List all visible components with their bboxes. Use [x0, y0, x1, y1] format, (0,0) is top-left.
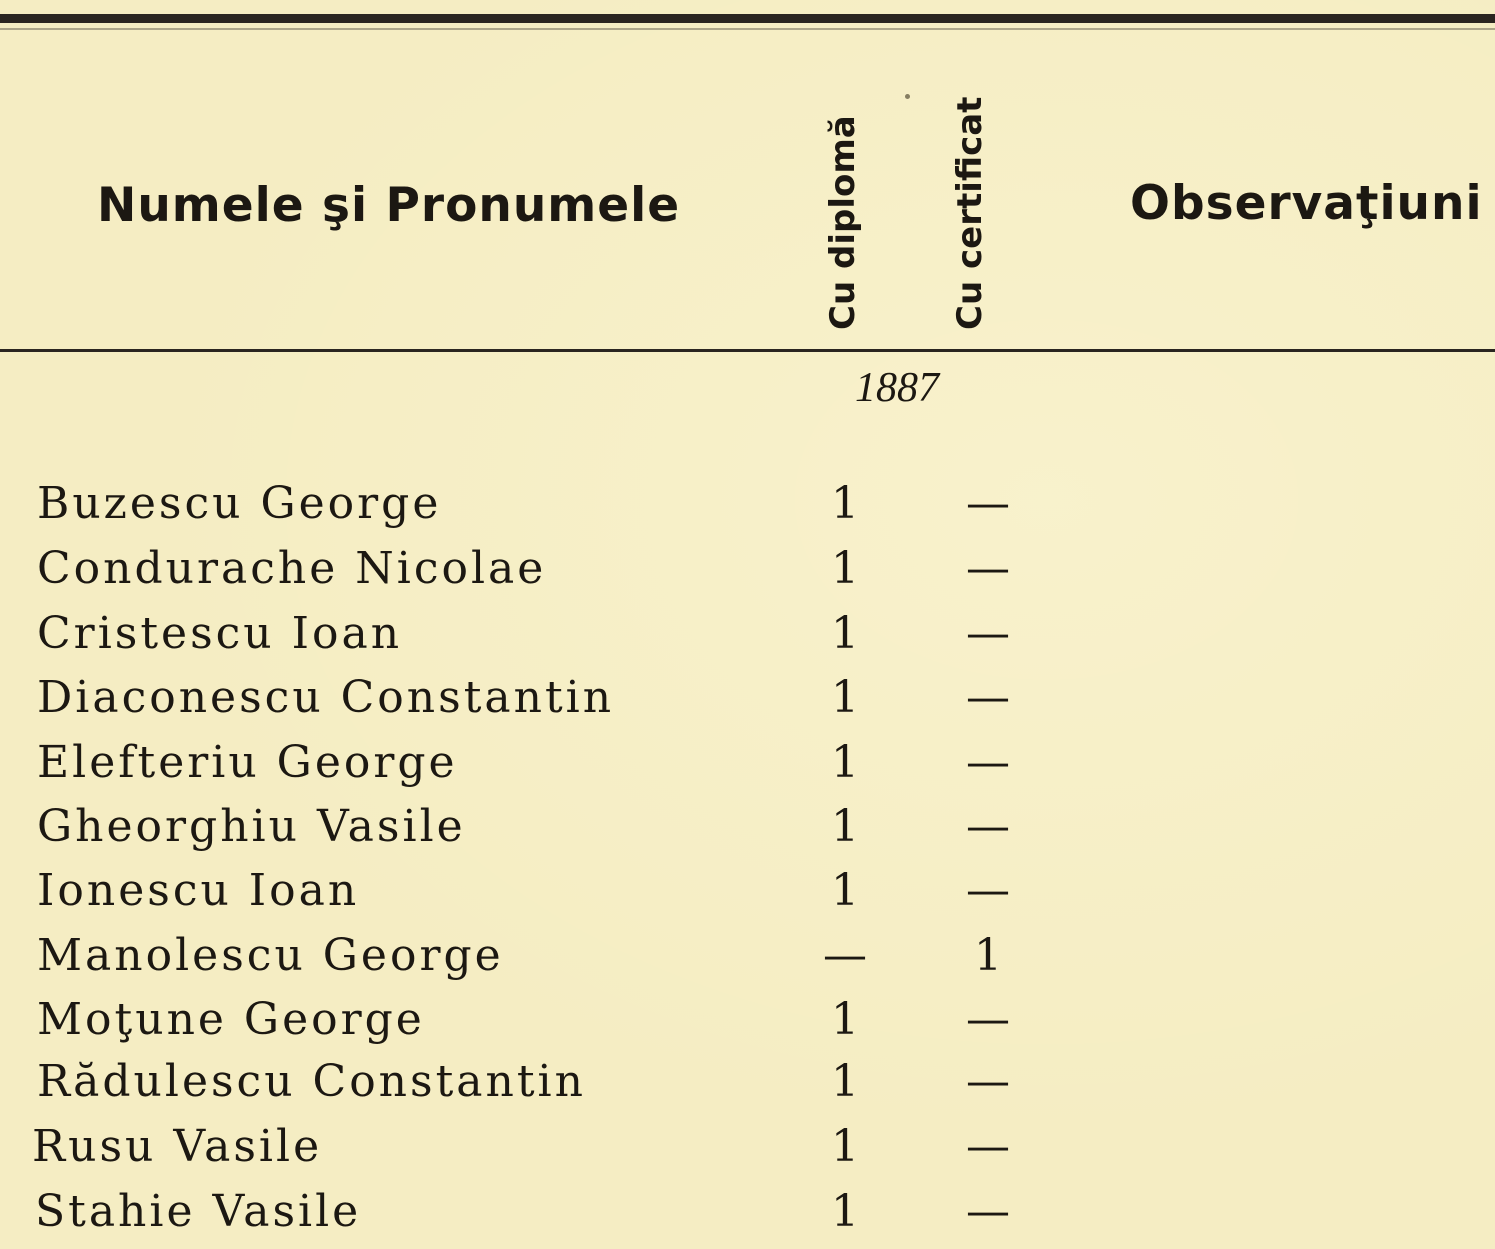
row-certificate: —: [966, 608, 1010, 659]
row-diploma: 1: [831, 865, 859, 916]
row-diploma: 1: [831, 1121, 859, 1172]
row-certificate: —: [966, 1186, 1010, 1237]
table-row: [0, 924, 1495, 988]
row-name: Diaconescu Constantin: [37, 672, 615, 723]
row-certificate: —: [966, 865, 1010, 916]
row-diploma: 1: [831, 1056, 859, 1107]
row-certificate: —: [966, 672, 1010, 723]
row-diploma: 1: [831, 994, 859, 1045]
table-row: [0, 731, 1495, 795]
print-speck: [905, 94, 910, 99]
row-name: Elefteriu George: [37, 737, 458, 788]
row-name: Ionescu Ioan: [37, 865, 360, 916]
table-row: [0, 472, 1495, 536]
top-rule-thin: [0, 28, 1495, 30]
row-name: Rădulescu Constantin: [37, 1056, 586, 1107]
row-certificate: —: [966, 543, 1010, 594]
row-name: Manolescu George: [37, 930, 504, 981]
bleed-through-decoration: [1040, 395, 1330, 459]
row-name: Stahie Vasile: [35, 1186, 362, 1237]
row-diploma: 1: [831, 608, 859, 659]
header-rule: [0, 349, 1495, 352]
row-name: Condurache Nicolae: [37, 543, 547, 594]
table-row: [0, 1180, 1495, 1244]
table-row: [0, 795, 1495, 859]
row-diploma: 1: [831, 478, 859, 529]
row-diploma: 1: [831, 543, 859, 594]
row-diploma: 1: [831, 801, 859, 852]
header-name: Numele şi Pronumele: [97, 178, 681, 233]
table-row: [0, 1050, 1495, 1114]
row-name: Moţune George: [37, 994, 425, 1045]
row-certificate: —: [966, 737, 1010, 788]
row-certificate: —: [966, 1056, 1010, 1107]
row-certificate: —: [966, 1121, 1010, 1172]
table-row: [0, 537, 1495, 601]
row-name: Cristescu Ioan: [37, 608, 403, 659]
table-row: [0, 988, 1495, 1052]
row-certificate: 1: [974, 930, 1002, 981]
table-row: [0, 666, 1495, 730]
header-remarks: Observaţiuni: [1130, 176, 1483, 231]
row-certificate: —: [966, 478, 1010, 529]
top-rule: [0, 14, 1495, 23]
header-certificate: Cu certificat: [950, 96, 990, 330]
table-row: [0, 859, 1495, 923]
row-certificate: —: [966, 994, 1010, 1045]
header-diploma: Cu diplomă: [823, 115, 863, 330]
row-diploma: 1: [831, 737, 859, 788]
table-row: [0, 1115, 1495, 1179]
row-certificate: —: [966, 801, 1010, 852]
row-name: Buzescu George: [37, 478, 442, 529]
table-row: [0, 602, 1495, 666]
row-diploma: 1: [831, 1186, 859, 1237]
row-diploma: —: [823, 930, 867, 981]
year-heading: 1887: [855, 365, 939, 411]
row-name: Gheorghiu Vasile: [37, 801, 466, 852]
row-diploma: 1: [831, 672, 859, 723]
row-name: Rusu Vasile: [32, 1121, 323, 1172]
